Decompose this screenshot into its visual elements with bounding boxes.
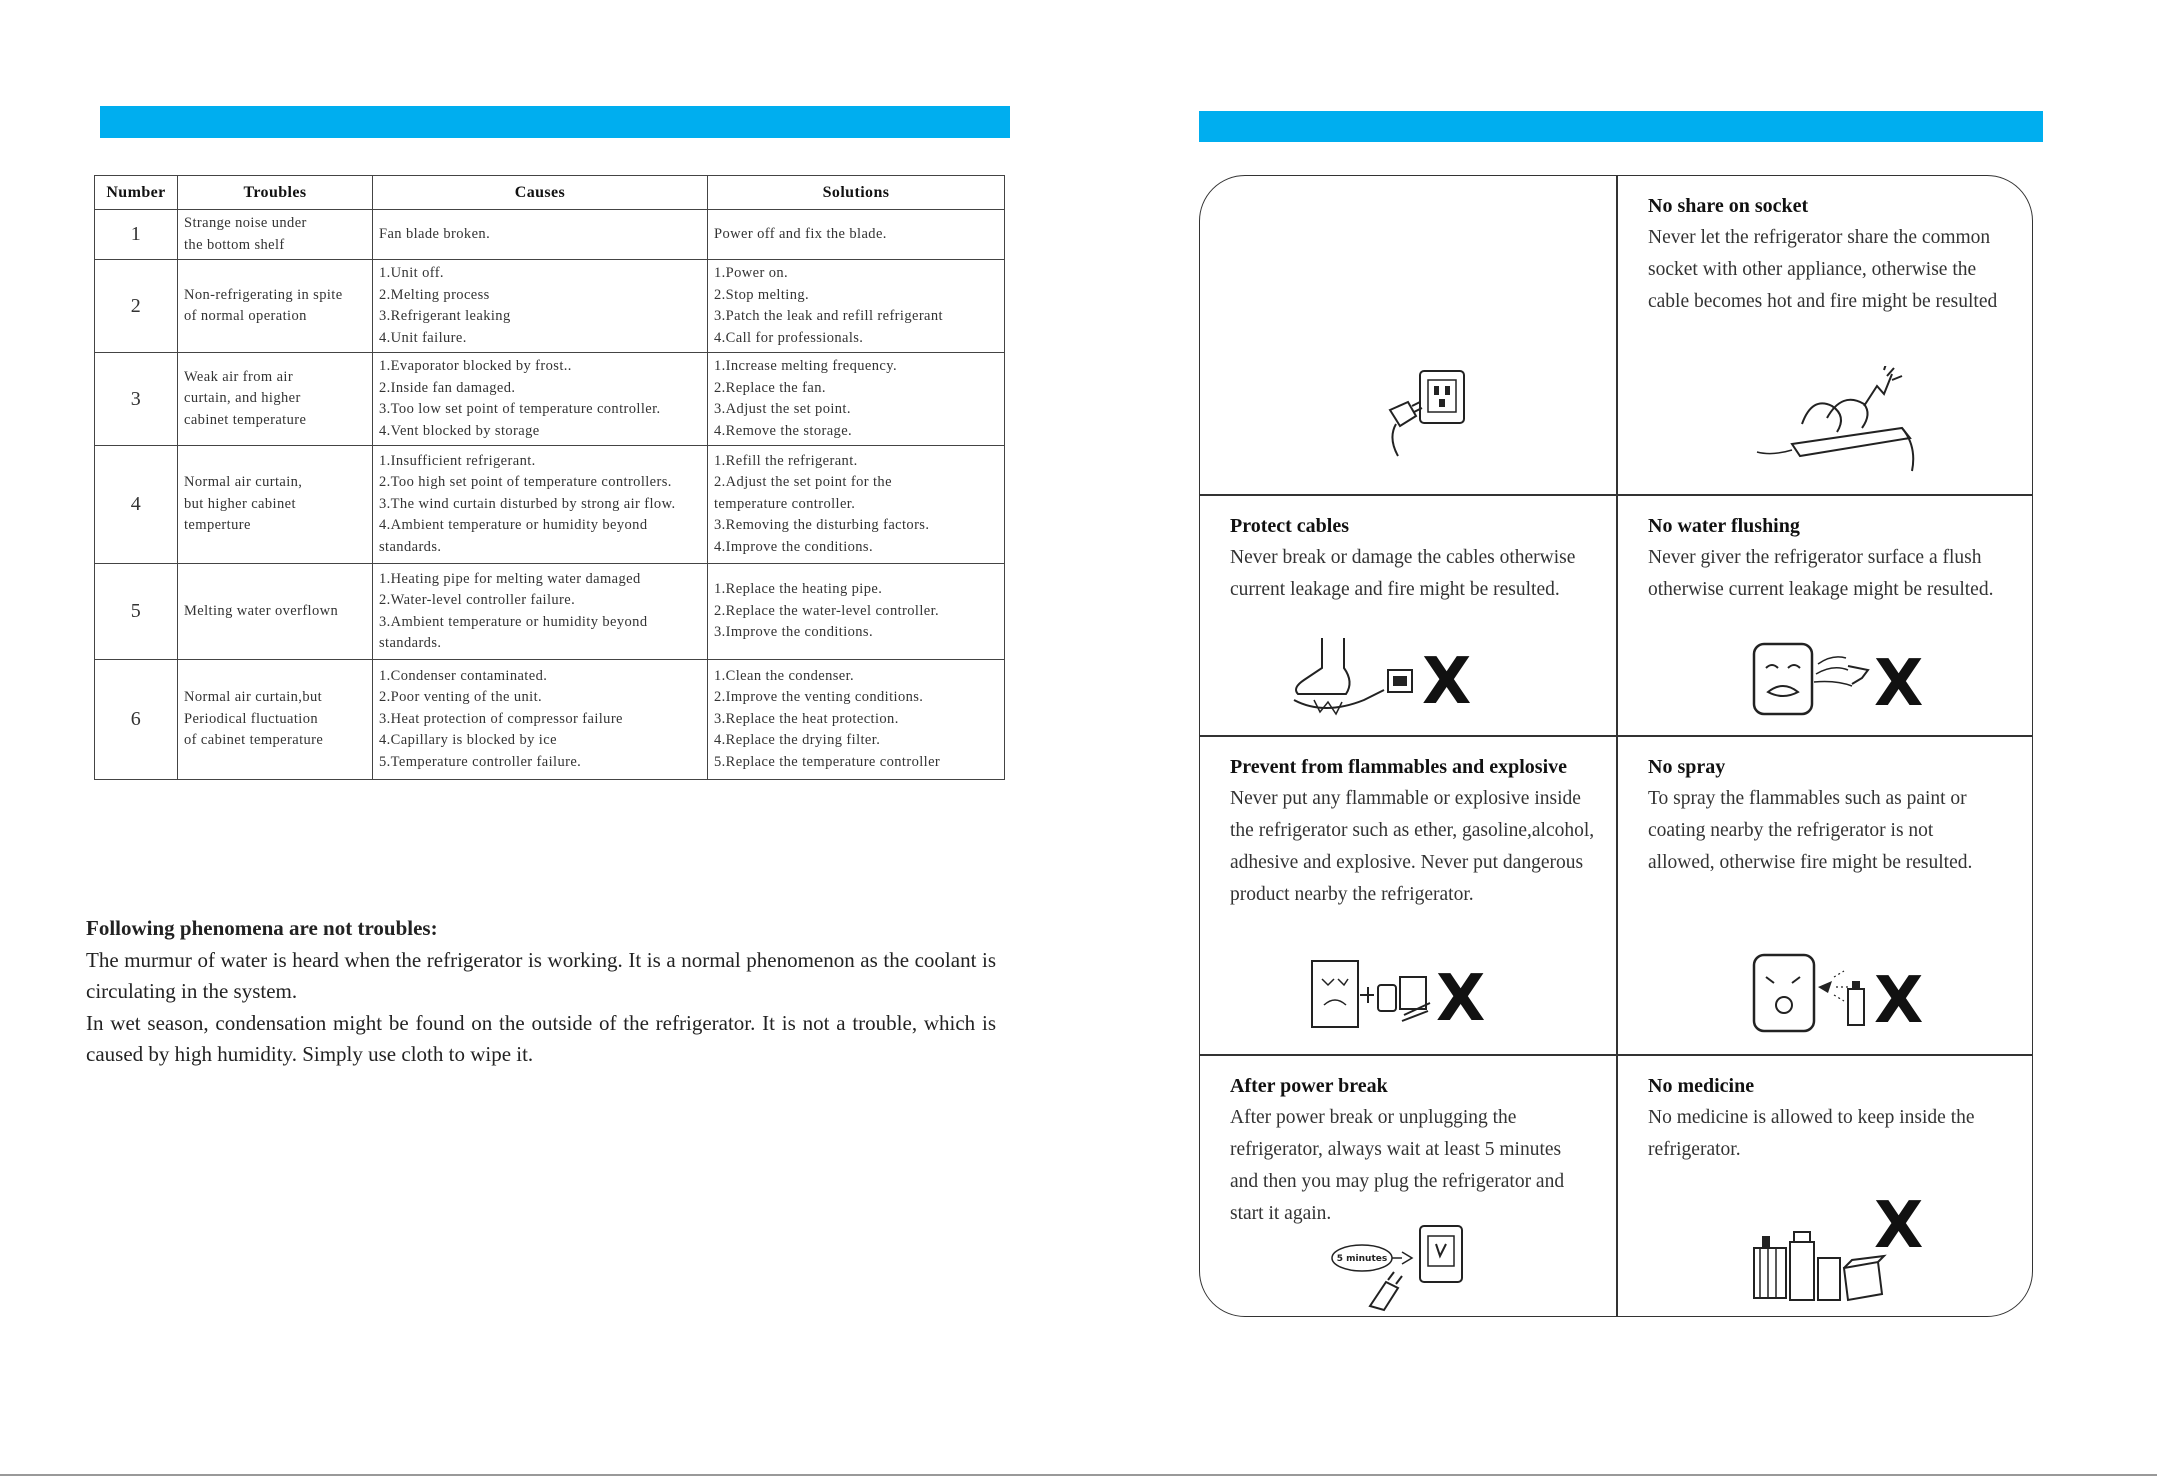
cell-line: otherwise current leakage might be resulted.	[1648, 579, 1994, 600]
prohibited-x-mark: X	[1874, 964, 1924, 1038]
cell-line: and then you may plug the refrigerator and	[1230, 1171, 1565, 1192]
cell-line: 4.Capillary is blocked by ice	[379, 732, 557, 749]
table-row	[95, 210, 1005, 260]
cell-line: refrigerator.	[1648, 1139, 1741, 1160]
power-strip-overload-icon	[1752, 366, 1922, 476]
cell-line: To spray the flammables such as paint or	[1648, 788, 1967, 809]
cell-body	[1648, 1102, 2014, 1166]
table-row	[95, 446, 1005, 564]
cell-line: 3.Too low set point of temperature controller.	[379, 401, 661, 417]
row-number: 2	[95, 260, 178, 353]
cell-line: allowed, otherwise fire might be resulted.	[1648, 852, 1973, 873]
plug-socket-icon	[1378, 366, 1478, 461]
header-solutions: Solutions	[708, 176, 1005, 210]
row-solutions	[708, 564, 1005, 660]
cell-line: 3.Refrigerant leaking	[379, 308, 511, 324]
cell-line: 1.Power on.	[714, 265, 789, 281]
cell-body	[1230, 542, 1596, 606]
cell-line: start it again.	[1230, 1203, 1332, 1224]
cell-line: 2.Melting process	[379, 286, 490, 303]
cell-line: Fan blade broken.	[379, 225, 491, 242]
row-troubles	[178, 210, 373, 260]
cell-line: 1.Insufficient refrigerant.	[379, 452, 536, 469]
row-causes	[373, 210, 708, 260]
row-causes	[373, 660, 708, 780]
header-causes: Causes	[373, 176, 708, 210]
cell-line: product nearby the refrigerator.	[1230, 884, 1474, 905]
cell-line: 3.Improve the conditions.	[714, 624, 874, 641]
cell-line: After power break or unplugging the	[1230, 1107, 1517, 1128]
cell-body	[1230, 1102, 1596, 1230]
prohibited-x-mark: X	[1436, 962, 1486, 1036]
page-bottom-divider	[0, 1474, 2157, 1476]
cell-line: Power off and fix the blade.	[714, 225, 887, 242]
cell-line: Weak air from air	[184, 368, 294, 385]
cell-line: temperature controller.	[714, 495, 856, 512]
cell-line: 1.Replace the heating pipe.	[714, 581, 883, 598]
row-troubles	[178, 660, 373, 780]
table-row	[95, 564, 1005, 660]
cell-line: 4.Call for professionals.	[714, 329, 864, 346]
cell-line: refrigerator, always wait at least 5 minutes	[1230, 1139, 1562, 1160]
cell-line: 2.Stop melting.	[714, 286, 810, 303]
cell-line: 3.Replace the heat protection.	[714, 710, 899, 727]
prohibited-x-mark: X	[1422, 645, 1472, 719]
cell-line: coating nearby the refrigerator is not	[1648, 820, 1934, 841]
row-number: 1	[95, 210, 178, 260]
cell-title: No water flushing	[1648, 515, 1800, 537]
cell-body	[1648, 222, 2014, 318]
row-troubles	[178, 564, 373, 660]
cell-line: 1.Condenser contaminated.	[379, 667, 548, 684]
cell-line: 3.Adjust the set point.	[714, 401, 851, 417]
table-row	[95, 660, 1005, 780]
cell-line: 2.Adjust the set point for the	[714, 474, 892, 491]
cell-no-share-socket	[1618, 176, 2033, 494]
five-minutes-label: 5 minutes	[1336, 1254, 1388, 1264]
row-causes	[373, 564, 708, 660]
cell-line: 3.Patch the leak and refill refrigerant	[714, 308, 943, 324]
cell-line: the refrigerator such as ether, gasoline,alcohol,	[1230, 820, 1595, 841]
cell-line: of normal operation	[184, 308, 307, 324]
cell-line: adhesive and explosive. Never put dangerous	[1230, 852, 1584, 873]
cell-title: No share on socket	[1648, 195, 1809, 217]
cell-line: curtain, and higher	[184, 390, 301, 407]
row-solutions	[708, 660, 1005, 780]
cell-line: 5.Temperature controller failure.	[379, 753, 582, 770]
cell-line: 4.Unit failure.	[379, 329, 467, 346]
cell-no-medicine	[1618, 1056, 2033, 1317]
cell-line: standards.	[379, 538, 442, 555]
notes-title: Following phenomena are not troubles:	[86, 916, 438, 940]
row-solutions	[708, 353, 1005, 446]
cell-line: Normal air curtain,but	[184, 689, 323, 706]
cell-line: 1.Evaporator blocked by frost..	[379, 358, 572, 374]
notes-paragraph: In wet season, condensation might be found on the outside of the refrigerator. It is not a trouble, which is caused by high humidity. Simply use cloth to wipe it.	[86, 1010, 996, 1066]
cell-line: 2.Improve the venting conditions.	[714, 689, 924, 706]
notes-paragraph: The murmur of water is heard when the refrigerator is working. It is a normal phenomenon as the coolant is circulating in the system.	[86, 947, 996, 1003]
cell-line: Normal air curtain,	[184, 474, 303, 491]
cell-line: Periodical fluctuation	[184, 710, 319, 727]
cell-line: 3.Removing the disturbing factors.	[714, 517, 930, 534]
cell-line: 2.Too high set point of temperature controllers.	[379, 474, 672, 491]
cell-line: 5.Replace the temperature controller	[714, 753, 941, 770]
cell-line: 1.Clean the condenser.	[714, 667, 855, 684]
cell-line: Never break or damage the cables otherwise	[1230, 547, 1576, 568]
foot-stepping-cable-icon	[1284, 634, 1424, 724]
cell-line: Never giver the refrigerator surface a flush	[1648, 547, 1982, 568]
row-number: 3	[95, 353, 178, 446]
cell-socket-illustration	[1200, 176, 1616, 494]
row-troubles	[178, 260, 373, 353]
cell-prevent-flammables	[1200, 737, 1616, 1054]
row-number: 5	[95, 564, 178, 660]
cell-line: 3.Heat protection of compressor failure	[379, 710, 623, 727]
cell-line: 3.The wind curtain disturbed by strong air flow.	[379, 495, 676, 512]
row-causes	[373, 446, 708, 564]
cell-body	[1230, 783, 1596, 911]
safety-grid	[1199, 175, 2033, 1317]
cell-title: No spray	[1648, 756, 1726, 778]
cell-line: 2.Poor venting of the unit.	[379, 689, 543, 706]
table-header-row	[95, 176, 1005, 210]
refrigerator-flammables-icon	[1308, 955, 1438, 1035]
cell-line: No medicine is allowed to keep inside the	[1648, 1107, 1975, 1128]
cell-line: standards.	[379, 635, 442, 651]
cell-line: 1.Refill the refrigerant.	[714, 452, 858, 469]
cell-line: 3.Ambient temperature or humidity beyond	[379, 613, 648, 630]
row-troubles	[178, 446, 373, 564]
cell-line: cabinet temperature	[184, 411, 307, 428]
cell-line: 1.Increase melting frequency.	[714, 358, 897, 374]
header-number: Number	[95, 176, 178, 210]
cell-line: of cabinet temperature	[184, 732, 324, 749]
row-solutions	[708, 446, 1005, 564]
prohibited-x-mark: X	[1874, 1189, 1924, 1263]
cell-line: current leakage and fire might be resulted.	[1230, 579, 1560, 600]
header-troubles: Troubles	[178, 176, 373, 210]
cell-title: After power break	[1230, 1075, 1388, 1097]
cell-title: No medicine	[1648, 1075, 1755, 1097]
row-solutions	[708, 210, 1005, 260]
cell-line: socket with other appliance, otherwise the	[1648, 259, 1977, 280]
row-troubles	[178, 353, 373, 446]
cell-body	[1648, 542, 2014, 606]
table-row	[95, 353, 1005, 446]
cell-line: the bottom shelf	[184, 236, 285, 253]
cell-line: 4.Remove the storage.	[714, 422, 853, 439]
cell-line: Melting water overflown	[184, 602, 339, 619]
cell-line: 2.Water-level controller failure.	[379, 592, 576, 608]
table-row	[95, 260, 1005, 353]
cell-line: 1.Heating pipe for melting water damaged	[379, 570, 641, 587]
cell-line: 2.Replace the fan.	[714, 379, 826, 396]
section-header-bar-right	[1199, 111, 2043, 142]
row-solutions	[708, 260, 1005, 353]
cell-line: 4.Vent blocked by storage	[379, 422, 540, 439]
wait-before-plugging-icon	[1330, 1222, 1470, 1312]
cell-no-spray	[1618, 737, 2033, 1054]
cell-title: Prevent from flammables and explosive	[1230, 756, 1568, 778]
refrigerator-water-splash-icon	[1748, 634, 1878, 724]
cell-after-power-break	[1200, 1056, 1616, 1317]
cell-line: 4.Replace the drying filter.	[714, 732, 881, 749]
cell-line: 4.Improve the conditions.	[714, 538, 874, 555]
row-causes	[373, 260, 708, 353]
cell-line: Never let the refrigerator share the common	[1648, 227, 1991, 248]
prohibited-x-mark: X	[1874, 647, 1924, 721]
cell-no-water-flushing	[1618, 496, 2033, 735]
cell-line: Strange noise under	[184, 215, 307, 231]
cell-line: Never put any flammable or explosive inside	[1230, 788, 1581, 809]
cell-protect-cables	[1200, 496, 1616, 735]
cell-line: 4.Ambient temperature or humidity beyond	[379, 517, 648, 534]
cell-title: Protect cables	[1230, 515, 1350, 537]
row-number: 4	[95, 446, 178, 564]
cell-line: 2.Inside fan damaged.	[379, 379, 516, 396]
troubleshooting-table	[94, 175, 1005, 780]
medicine-bottles-icon	[1748, 1218, 1888, 1308]
cell-line: cable becomes hot and fire might be resulted	[1648, 291, 1998, 312]
cell-line: but higher cabinet	[184, 495, 296, 512]
row-causes	[373, 353, 708, 446]
cell-line: temperture	[184, 517, 251, 534]
row-number: 6	[95, 660, 178, 780]
cell-line: 1.Unit off.	[379, 265, 444, 281]
cell-body	[1648, 783, 2014, 879]
cell-line: Non-refrigerating in spite	[184, 286, 343, 303]
section-header-bar-left	[100, 106, 1010, 138]
cell-line: 2.Replace the water-level controller.	[714, 602, 940, 619]
notes-section	[86, 913, 996, 1071]
refrigerator-spray-can-icon	[1748, 947, 1878, 1037]
